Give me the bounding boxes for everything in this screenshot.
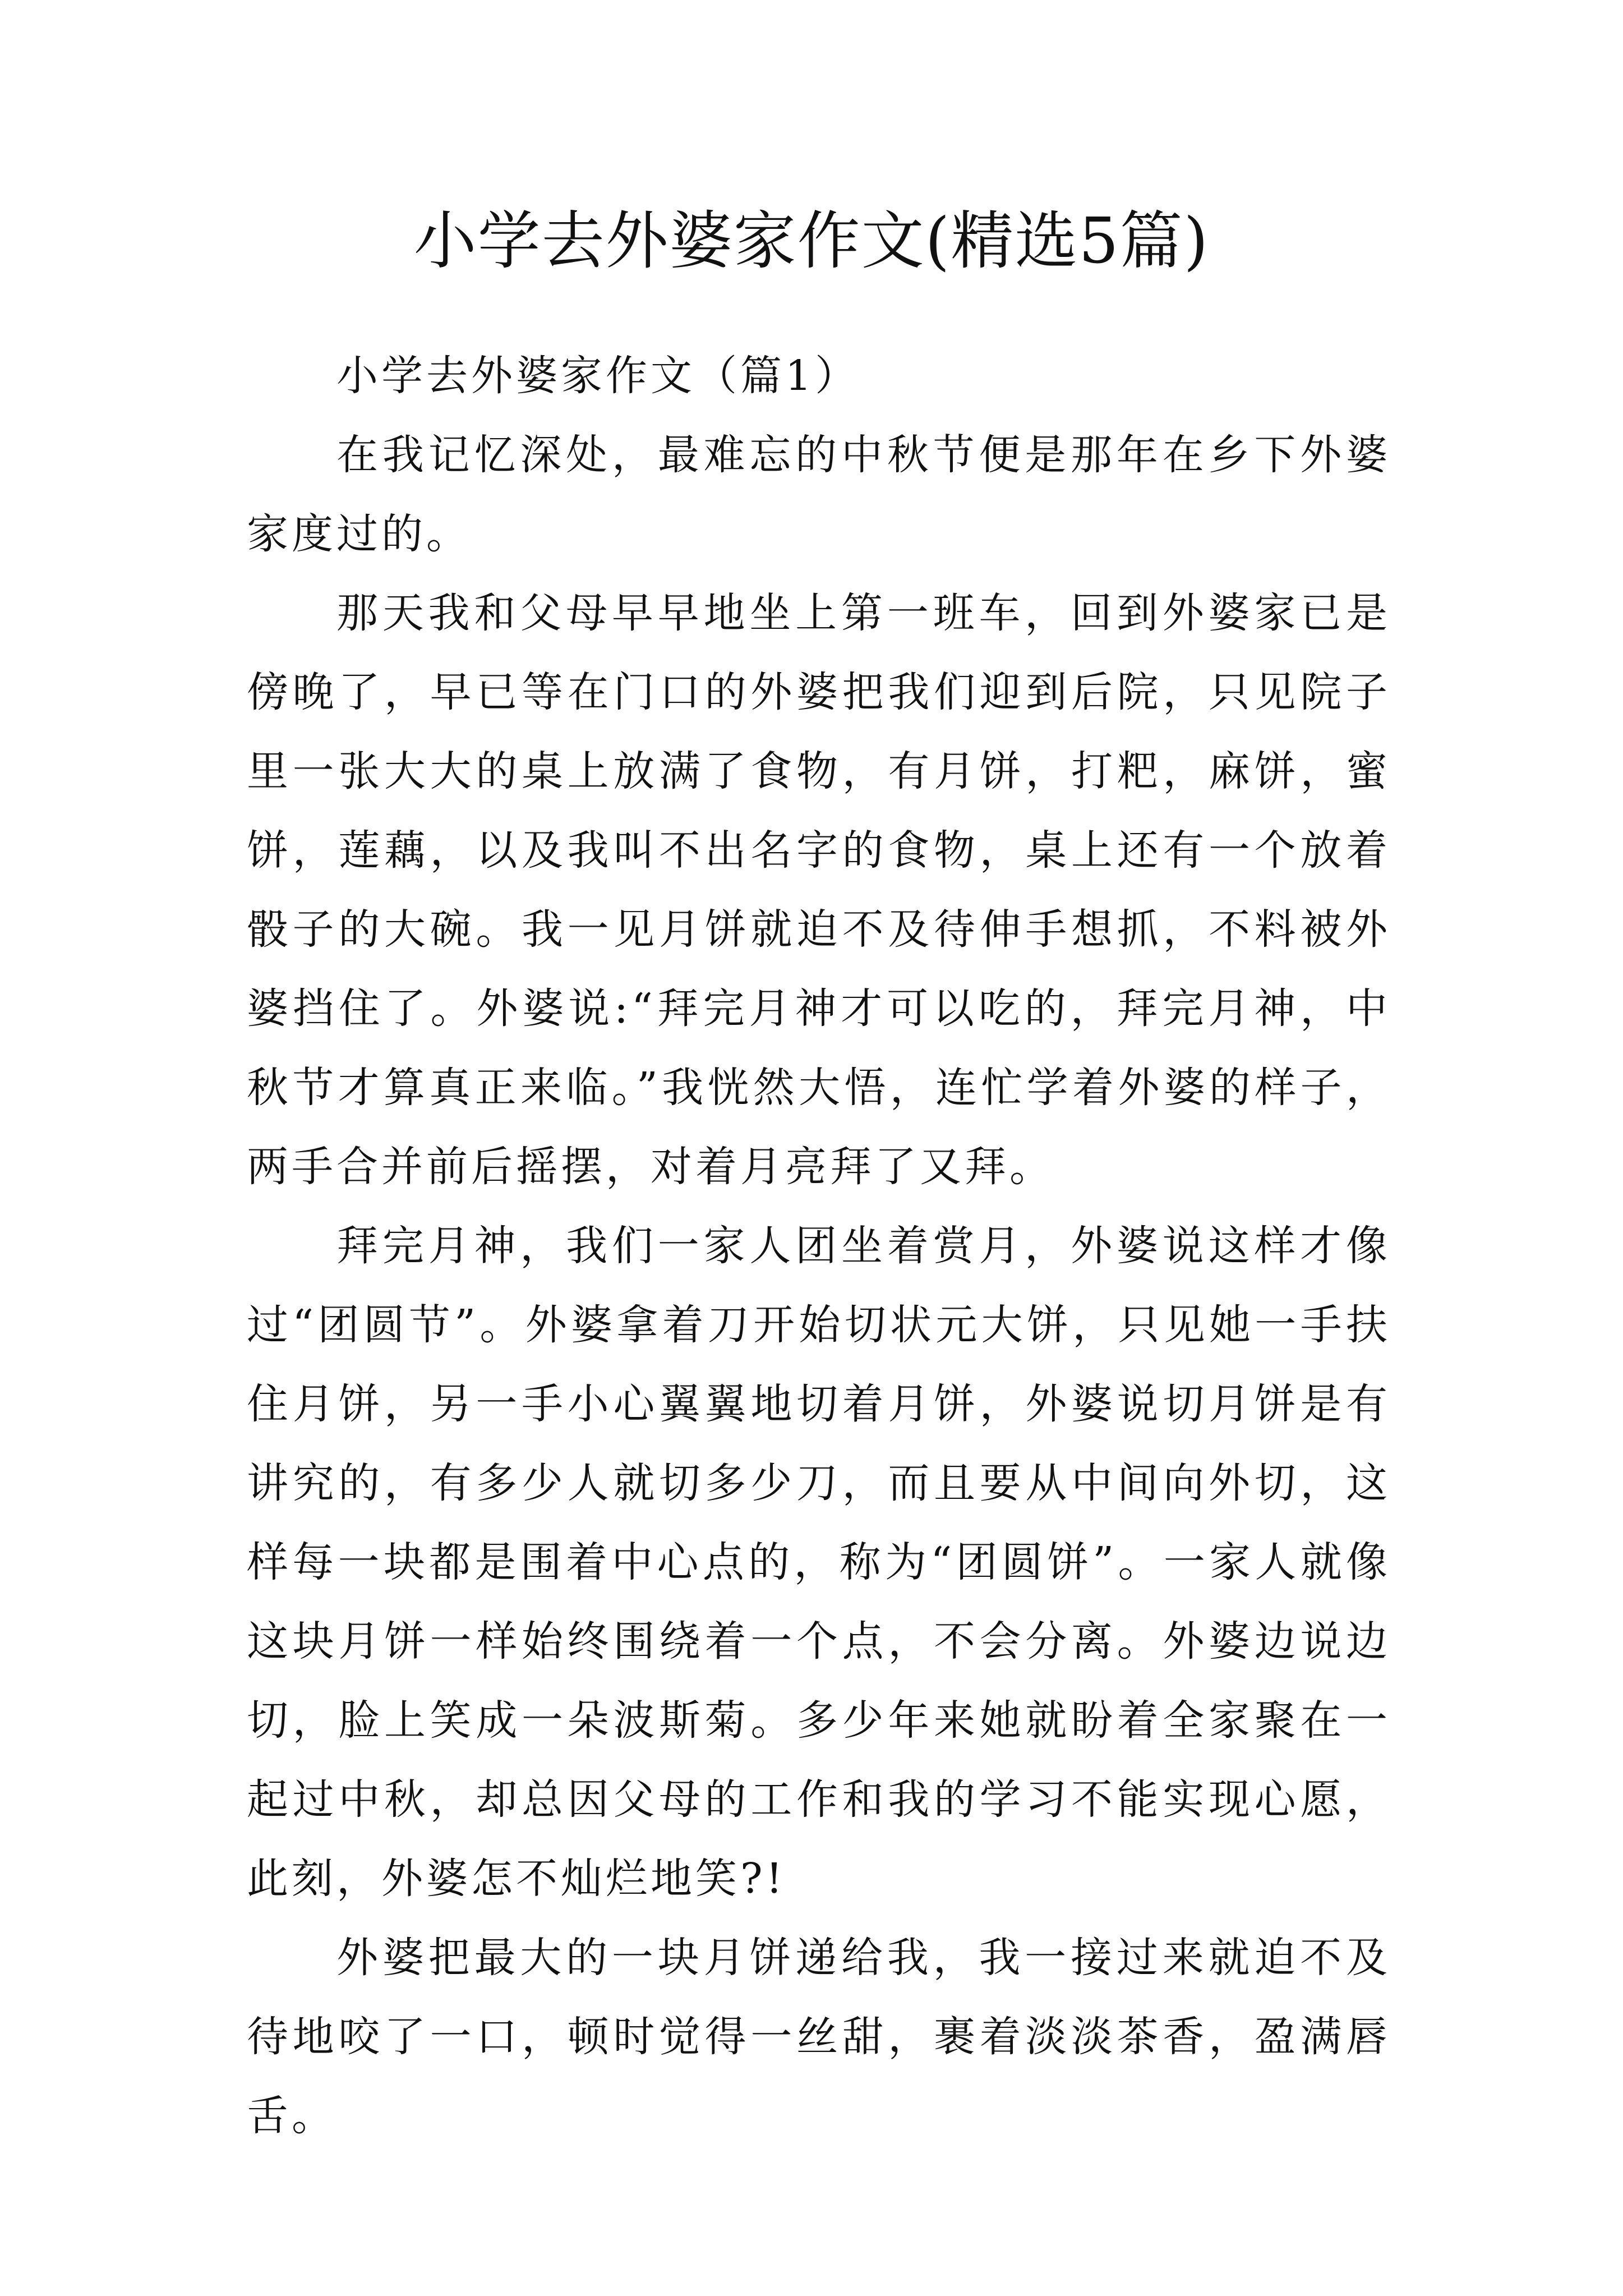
document-body xyxy=(247,337,1391,2156)
paragraph: 那天我和父母早早地坐上第一班车，回到外婆家已是傍晚了，早已等在门口的外婆把我们迎到后院，只见院子里一张大大的桌上放满了食物，有月饼，打粑，麻饼，蜜饼，莲藕，以及我叫不出名字的食物，桌上还有一个放着骰子的大碗。我一见月饼就迫不及待伸手想抓，不料被外婆挡住了。外婆说:“拜完月神才可以吃的，拜完月神，中秋节才算真正来临。”我恍然大悟，连忙学着外婆的样子，两手合并前后摇摆，对着月亮拜了又拜。 xyxy=(247,589,1391,1191)
section-heading: 小学去外婆家作文（篇1） xyxy=(336,352,860,400)
document-title: 小学去外婆家作文(精选5篇) xyxy=(413,205,1210,278)
paragraph: 在我记忆深处，最难忘的中秋节便是那年在乡下外婆家度过的。 xyxy=(247,431,1391,558)
paragraph: 拜完月神，我们一家人团坐着赏月，外婆说这样才像过“团圆节”。外婆拿着刀开始切状元大饼，只见她一手扶住月饼，另一手小心翼翼地切着月饼，外婆说切月饼是有讲究的，有多少人就切多少刀，而且要从中间向外切，这样每一块都是围着中心点的，称为“团圆饼”。一家人就像这块月饼一样始终围绕着一个点，不会分离。外婆边说边切，脸上笑成一朵波斯菊。多少年来她就盼着全家聚在一起过中秋，却总因父母的工作和我的学习不能实现心愿，此刻，外婆怎不灿烂地笑?! xyxy=(247,1222,1391,1903)
paragraph: 外婆把最大的一块月饼递给我，我一接过来就迫不及待地咬了一口，顿时觉得一丝甜，裹着淡淡茶香，盈满唇舌。 xyxy=(247,1934,1391,2140)
